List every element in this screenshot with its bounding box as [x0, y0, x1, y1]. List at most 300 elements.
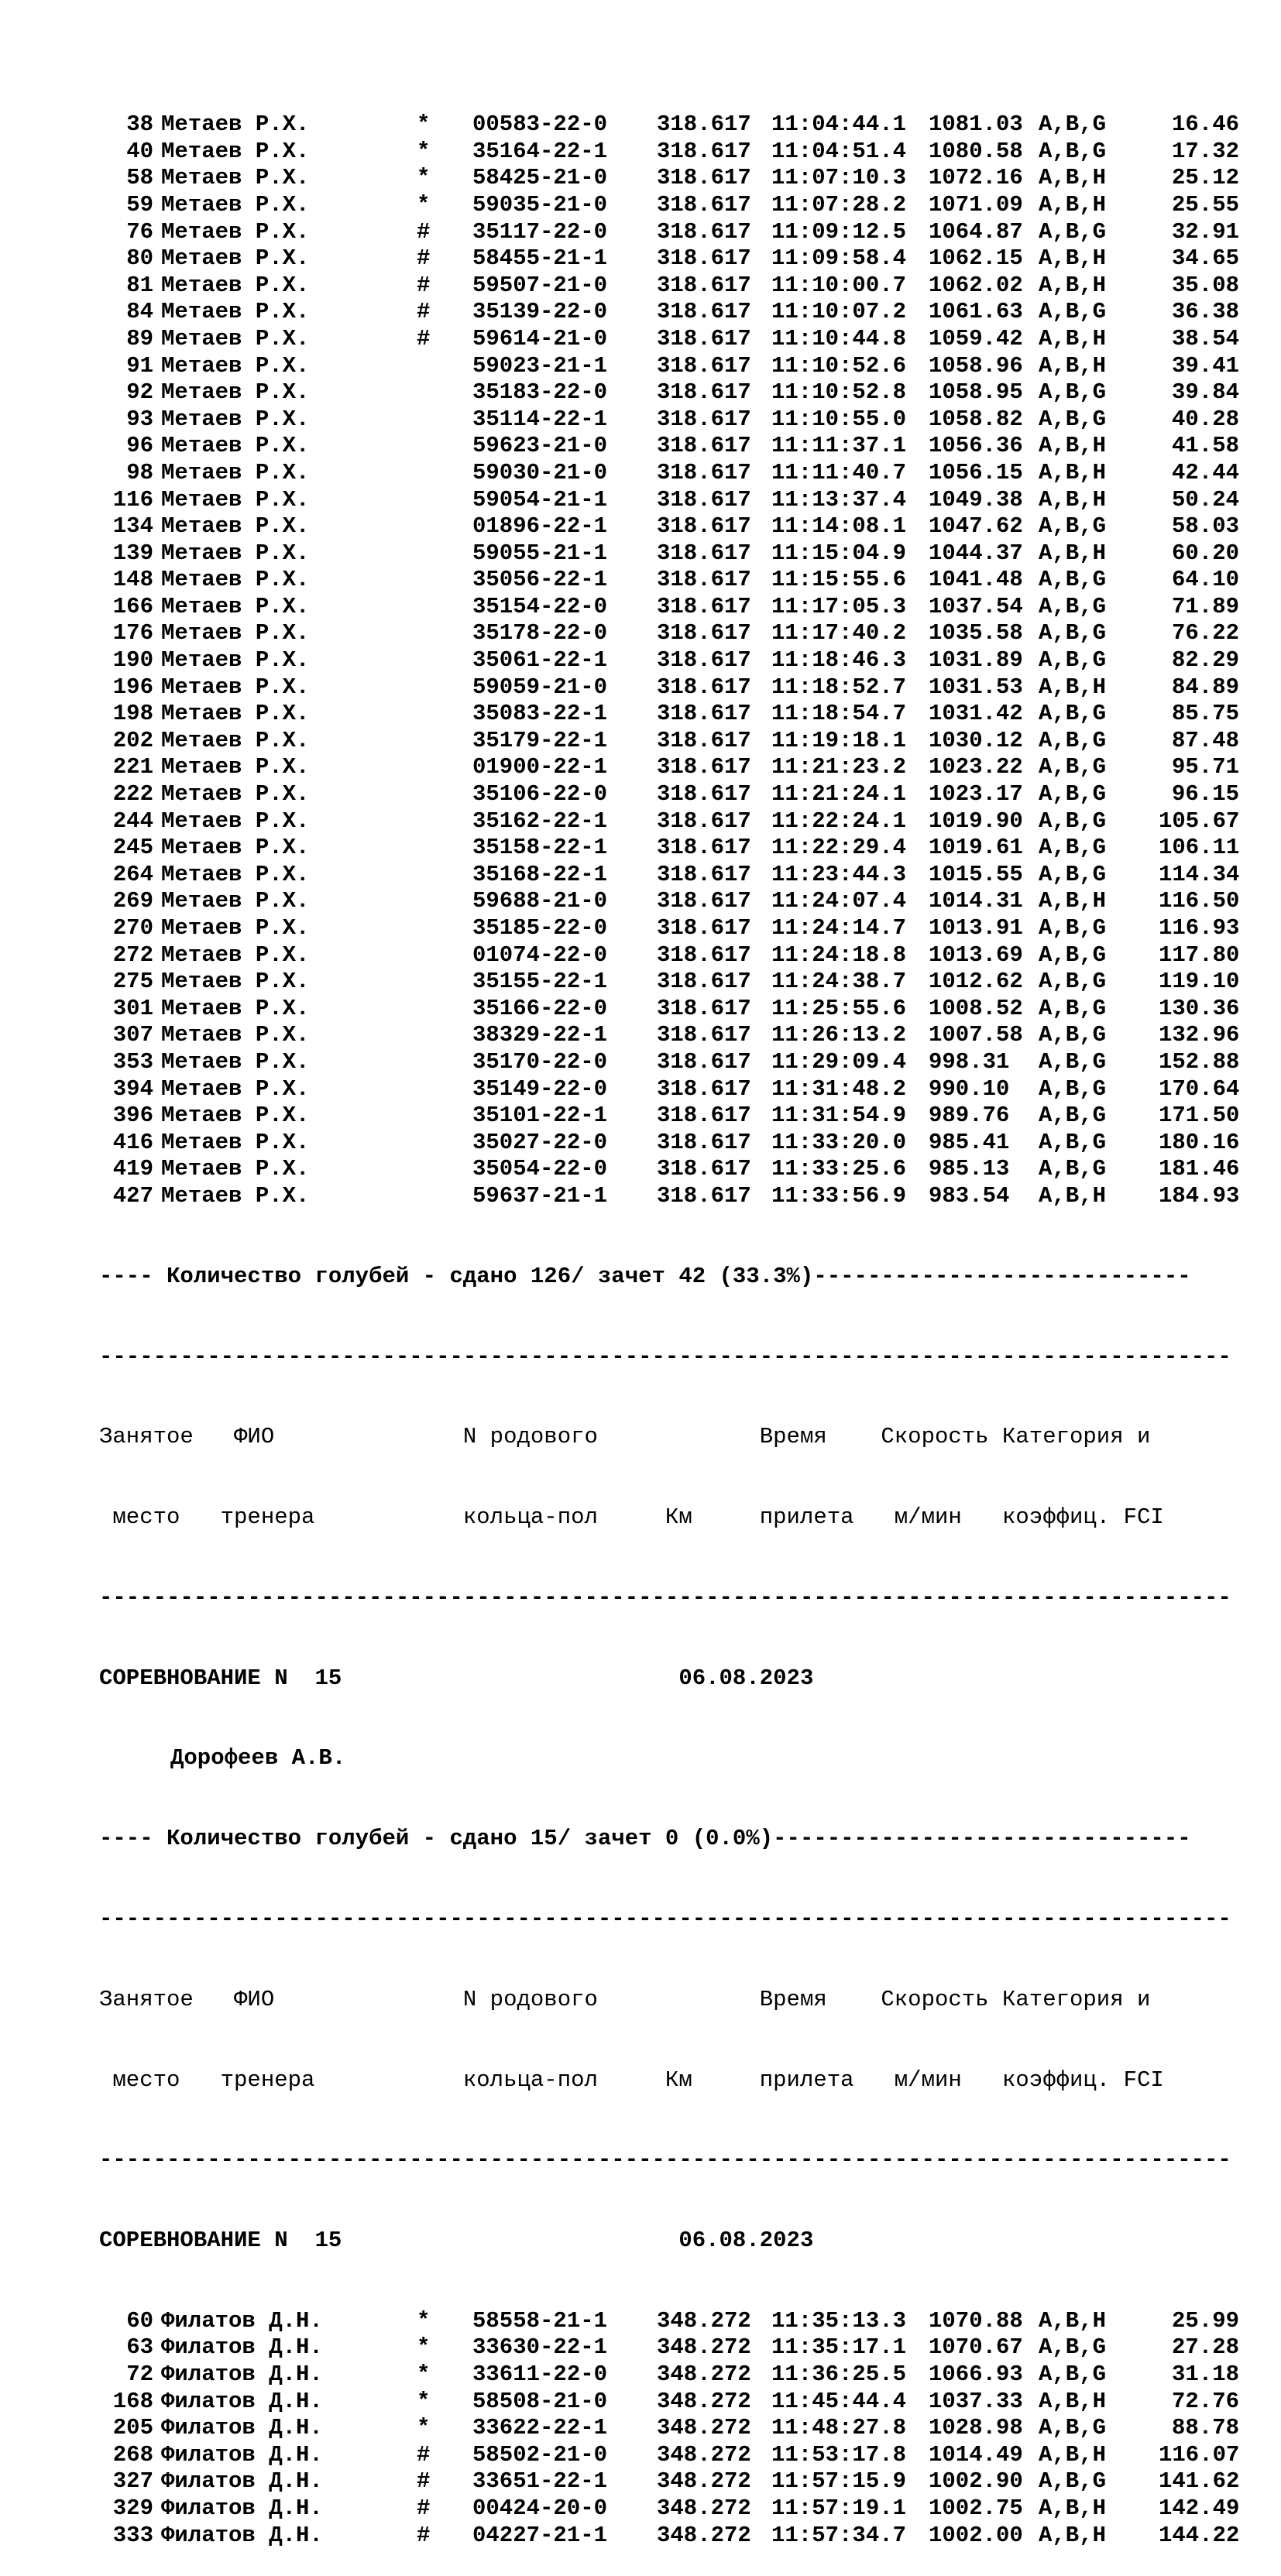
cell-category: A,B,G [1039, 2334, 1107, 2361]
cell-time: 11:57:19.1 [771, 2495, 907, 2522]
cell-place: 327 [112, 2468, 153, 2495]
cell-name: Метаев Р.Х. [161, 781, 310, 808]
cell-speed: 1030.12 [929, 727, 1023, 753]
cell-name: Метаев Р.Х. [161, 352, 310, 379]
cell-category: A,B,G [1039, 111, 1107, 138]
cell-time: 11:04:51.4 [771, 138, 907, 164]
cell-km: 318.617 [657, 1075, 751, 1102]
cell-time: 11:10:44.8 [771, 325, 907, 352]
cell-name: Метаев Р.Х. [161, 433, 310, 459]
cell-name: Филатов Д.Н. [161, 2522, 323, 2548]
cell-speed: 1013.91 [929, 915, 1023, 941]
cell-speed: 1035.58 [929, 620, 1023, 647]
cell-speed: 1008.52 [929, 995, 1023, 1021]
cell-coef: 141.62 [1159, 2468, 1240, 2495]
cell-km: 318.617 [657, 191, 751, 218]
cell-category: A,B,H [1039, 2522, 1107, 2548]
cell-km: 318.617 [657, 165, 751, 191]
cell-ring: 35162-22-1 [472, 808, 608, 834]
cell-coef: 38.54 [1171, 325, 1239, 352]
cell-coef: 116.93 [1159, 915, 1240, 941]
cell-coef: 114.34 [1159, 861, 1240, 887]
table-row [99, 567, 1258, 594]
cell-speed: 1062.15 [929, 245, 1023, 272]
table-row [99, 1076, 1258, 1103]
cell-place: 272 [112, 942, 153, 968]
cell-time: 11:26:13.2 [771, 1022, 907, 1048]
cell-ring: 59055-21-1 [472, 540, 608, 566]
cell-speed: 990.10 [929, 1075, 1010, 1102]
cell-category: A,B,H [1039, 191, 1107, 218]
cell-km: 318.617 [657, 888, 751, 914]
cell-category: A,B,G [1039, 218, 1107, 245]
cell-place: 264 [112, 861, 153, 887]
table-row [99, 674, 1258, 701]
cell-coef: 58.03 [1171, 513, 1239, 540]
cell-place: 245 [112, 835, 153, 861]
cell-time: 11:18:54.7 [771, 701, 907, 727]
cell-ring: 58455-21-1 [472, 245, 608, 272]
cell-km: 348.272 [657, 2495, 751, 2522]
cell-category: A,B,H [1039, 165, 1107, 191]
cell-speed: 985.13 [929, 1156, 1010, 1182]
cell-time: 11:33:56.9 [771, 1182, 907, 1209]
cell-category: A,B,G [1039, 620, 1107, 647]
cell-name: Метаев Р.Х. [161, 245, 310, 272]
cell-category: A,B,H [1039, 674, 1107, 700]
cell-place: 58 [126, 165, 153, 191]
cell-speed: 1002.00 [929, 2522, 1023, 2548]
cell-name: Метаев Р.Х. [161, 969, 310, 995]
cell-category: A,B,G [1039, 754, 1107, 780]
cell-time: 11:19:18.1 [771, 727, 907, 753]
cell-speed: 989.76 [929, 1103, 1010, 1129]
cell-km: 318.617 [657, 567, 751, 593]
cell-category: A,B,G [1039, 1156, 1107, 1182]
cell-speed: 1015.55 [929, 861, 1023, 887]
cell-category: A,B,G [1039, 2415, 1107, 2441]
cell-km: 318.617 [657, 1156, 751, 1182]
cell-speed: 1002.75 [929, 2495, 1023, 2522]
cell-place: 275 [112, 969, 153, 995]
cell-mark: * [417, 111, 431, 138]
cell-time: 11:15:04.9 [771, 540, 907, 566]
block1-summary: ---- Количество голубей - сдано 126/ зачет 42 (33.3%)---------------------------- [99, 1263, 1191, 1289]
cell-name: Метаев Р.Х. [161, 513, 310, 540]
cell-ring: 59688-21-0 [472, 888, 608, 914]
cell-km: 318.617 [657, 861, 751, 887]
table-row [99, 139, 1258, 166]
cell-time: 11:57:34.7 [771, 2522, 907, 2548]
cell-place: 205 [112, 2415, 153, 2441]
table-row [99, 406, 1258, 434]
cell-km: 318.617 [657, 325, 751, 352]
cell-ring: 35027-22-0 [472, 1129, 608, 1155]
cell-category: A,B,G [1039, 567, 1107, 593]
cell-place: 80 [126, 245, 153, 272]
cell-name: Метаев Р.Х. [161, 567, 310, 593]
cell-place: 270 [112, 915, 153, 941]
cell-category: A,B,G [1039, 2362, 1107, 2388]
cell-place: 76 [126, 218, 153, 245]
cell-km: 318.617 [657, 727, 751, 753]
table-row [99, 915, 1258, 942]
cell-speed: 1019.90 [929, 808, 1023, 834]
cell-coef: 95.71 [1171, 754, 1239, 780]
cell-category: A,B,G [1039, 915, 1107, 941]
cell-place: 98 [126, 459, 153, 485]
cell-place: 329 [112, 2495, 153, 2522]
cell-ring: 01074-22-0 [472, 942, 608, 968]
cell-coef: 25.55 [1171, 191, 1239, 218]
cell-speed: 1031.89 [929, 647, 1023, 674]
cell-speed: 1041.48 [929, 567, 1023, 593]
cell-place: 59 [126, 191, 153, 218]
cell-name: Метаев Р.Х. [161, 299, 310, 325]
cell-speed: 1080.58 [929, 138, 1023, 164]
cell-km: 318.617 [657, 701, 751, 727]
cell-time: 11:10:55.0 [771, 406, 907, 432]
table-row [99, 996, 1258, 1023]
cell-km: 318.617 [657, 593, 751, 619]
cell-speed: 1061.63 [929, 299, 1023, 325]
cell-ring: 35155-22-1 [472, 969, 608, 995]
cell-ring: 35117-22-0 [472, 218, 608, 245]
cell-mark: * [417, 2415, 431, 2441]
table-row [99, 540, 1258, 568]
table-row [99, 647, 1258, 674]
cell-name: Метаев Р.Х. [161, 486, 310, 513]
cell-name: Метаев Р.Х. [161, 406, 310, 432]
cell-category: A,B,H [1039, 272, 1107, 298]
cell-place: 333 [112, 2522, 153, 2548]
cell-category: A,B,G [1039, 406, 1107, 432]
cell-coef: 171.50 [1159, 1103, 1240, 1129]
cell-coef: 40.28 [1171, 406, 1239, 432]
section2-title: СОРЕВНОВАНИЕ N 15 06.08.2023 [99, 1665, 814, 1691]
cell-coef: 82.29 [1171, 647, 1239, 674]
cell-speed: 1049.38 [929, 486, 1023, 513]
cell-speed: 1072.16 [929, 165, 1023, 191]
cell-name: Метаев Р.Х. [161, 1022, 310, 1048]
cell-coef: 27.28 [1171, 2334, 1239, 2361]
cell-km: 318.617 [657, 486, 751, 513]
cell-time: 11:57:15.9 [771, 2468, 907, 2495]
cell-km: 318.617 [657, 352, 751, 379]
cell-ring: 35083-22-1 [472, 701, 608, 727]
cell-km: 318.617 [657, 1182, 751, 1209]
cell-name: Филатов Д.Н. [161, 2441, 323, 2468]
cell-mark: * [417, 191, 431, 218]
cell-speed: 1013.69 [929, 942, 1023, 968]
cell-name: Метаев Р.Х. [161, 1048, 310, 1075]
cell-ring: 00424-20-0 [472, 2495, 608, 2522]
cell-coef: 105.67 [1159, 808, 1240, 834]
table-row [99, 2362, 1258, 2389]
cell-coef: 50.24 [1171, 486, 1239, 513]
cell-coef: 17.32 [1171, 138, 1239, 164]
cell-km: 318.617 [657, 218, 751, 245]
cell-time: 11:29:09.4 [771, 1048, 907, 1075]
table-row [99, 1022, 1258, 1049]
cell-name: Филатов Д.Н. [161, 2415, 323, 2441]
cell-coef: 144.22 [1159, 2522, 1240, 2548]
cell-coef: 116.07 [1159, 2441, 1240, 2468]
cell-mark: # [417, 218, 431, 245]
table-row [99, 219, 1258, 246]
cell-ring: 35178-22-0 [472, 620, 608, 647]
cell-place: 307 [112, 1022, 153, 1048]
table-row [99, 299, 1258, 326]
cell-name: Метаев Р.Х. [161, 272, 310, 298]
cell-km: 318.617 [657, 995, 751, 1021]
cell-time: 11:45:44.4 [771, 2388, 907, 2414]
cell-ring: 38329-22-1 [472, 1022, 608, 1048]
cell-ring: 58558-21-1 [472, 2307, 608, 2334]
cell-name: Метаев Р.Х. [161, 165, 310, 191]
cell-place: 416 [112, 1129, 153, 1155]
cell-ring: 59623-21-0 [472, 433, 608, 459]
cell-category: A,B,G [1039, 942, 1107, 968]
cell-km: 318.617 [657, 1129, 751, 1155]
cell-ring: 59059-21-0 [472, 674, 608, 700]
table-row [99, 942, 1258, 969]
divider: ------------------------------------------------------------------------------------ [99, 1905, 1231, 1932]
cell-name: Филатов Д.Н. [161, 2388, 323, 2414]
cell-km: 318.617 [657, 111, 751, 138]
cell-name: Метаев Р.Х. [161, 1156, 310, 1182]
table-row [99, 808, 1258, 835]
cell-category: A,B,G [1039, 138, 1107, 164]
cell-speed: 1002.90 [929, 2468, 1023, 2495]
cell-name: Филатов Д.Н. [161, 2495, 323, 2522]
table-row [99, 1130, 1258, 1157]
cell-time: 11:21:23.2 [771, 754, 907, 780]
cell-km: 348.272 [657, 2388, 751, 2414]
table-row [99, 620, 1258, 647]
cell-name: Метаев Р.Х. [161, 1075, 310, 1102]
cell-time: 11:22:24.1 [771, 808, 907, 834]
table-row [99, 1156, 1258, 1183]
cell-ring: 35054-22-0 [472, 1156, 608, 1182]
cell-speed: 1044.37 [929, 540, 1023, 566]
cell-time: 11:10:52.8 [771, 379, 907, 406]
cell-ring: 35164-22-1 [472, 138, 608, 164]
cell-km: 318.617 [657, 647, 751, 674]
cell-place: 89 [126, 325, 153, 352]
cell-time: 11:35:17.1 [771, 2334, 907, 2361]
cell-speed: 1023.17 [929, 781, 1023, 808]
divider: ------------------------------------------------------------------------------------ [99, 2147, 1231, 2173]
cell-category: A,B,G [1039, 513, 1107, 540]
table-row [99, 433, 1258, 460]
cell-coef: 119.10 [1159, 969, 1240, 995]
table-row [99, 594, 1258, 621]
cell-ring: 59030-21-0 [472, 459, 608, 485]
cell-speed: 1058.82 [929, 406, 1023, 432]
cell-coef: 76.22 [1171, 620, 1239, 647]
cell-place: 134 [112, 513, 153, 540]
cell-category: A,B,G [1039, 2468, 1107, 2495]
cell-coef: 184.93 [1159, 1182, 1240, 1209]
cell-speed: 1031.42 [929, 701, 1023, 727]
cell-category: A,B,G [1039, 727, 1107, 753]
cell-time: 11:25:55.6 [771, 995, 907, 1021]
cell-name: Метаев Р.Х. [161, 727, 310, 753]
cell-time: 11:10:07.2 [771, 299, 907, 325]
cell-km: 348.272 [657, 2362, 751, 2388]
table-row [99, 754, 1258, 781]
cell-coef: 117.80 [1159, 942, 1240, 968]
cell-category: A,B,H [1039, 2307, 1107, 2334]
cell-name: Метаев Р.Х. [161, 111, 310, 138]
cell-place: 196 [112, 674, 153, 700]
cell-category: A,B,G [1039, 379, 1107, 406]
cell-name: Филатов Д.Н. [161, 2468, 323, 2495]
cell-coef: 64.10 [1171, 567, 1239, 593]
cell-place: 244 [112, 808, 153, 834]
cell-category: A,B,H [1039, 245, 1107, 272]
cell-mark: * [417, 2388, 431, 2414]
cell-category: A,B,H [1039, 888, 1107, 914]
cell-km: 348.272 [657, 2441, 751, 2468]
cell-category: A,B,G [1039, 1022, 1107, 1048]
results-page [99, 58, 1258, 2576]
cell-km: 318.617 [657, 513, 751, 540]
cell-ring: 33630-22-1 [472, 2334, 608, 2361]
section2-summary: ---- Количество голубей - сдано 15/ зачет 0 (0.0%)------------------------------- [99, 1826, 1191, 1852]
table-row [99, 245, 1258, 273]
cell-coef: 35.08 [1171, 272, 1239, 298]
cell-coef: 88.78 [1171, 2415, 1239, 2441]
cell-time: 11:13:37.4 [771, 486, 907, 513]
cell-km: 318.617 [657, 754, 751, 780]
cell-place: 93 [126, 406, 153, 432]
cell-coef: 16.46 [1171, 111, 1239, 138]
cell-place: 40 [126, 138, 153, 164]
cell-time: 11:33:25.6 [771, 1156, 907, 1182]
table-row [99, 326, 1258, 353]
cell-km: 318.617 [657, 620, 751, 647]
table-row [99, 1183, 1258, 1210]
cell-place: 166 [112, 593, 153, 619]
cell-mark: # [417, 272, 431, 298]
cell-coef: 180.16 [1159, 1129, 1240, 1155]
table-row [99, 165, 1258, 192]
table-row [99, 2389, 1258, 2416]
table-row [99, 273, 1258, 300]
table-row [99, 969, 1258, 996]
cell-km: 318.617 [657, 138, 751, 164]
cell-place: 168 [112, 2388, 153, 2414]
table-row [99, 379, 1258, 406]
cell-time: 11:31:54.9 [771, 1103, 907, 1129]
cell-name: Метаев Р.Х. [161, 191, 310, 218]
cell-category: A,B,G [1039, 1103, 1107, 1129]
cell-place: 92 [126, 379, 153, 406]
cell-time: 11:04:44.1 [771, 111, 907, 138]
cell-ring: 58508-21-0 [472, 2388, 608, 2414]
cell-coef: 84.89 [1171, 674, 1239, 700]
cell-time: 11:48:27.8 [771, 2415, 907, 2441]
cell-name: Метаев Р.Х. [161, 1129, 310, 1155]
cell-time: 11:09:12.5 [771, 218, 907, 245]
cell-name: Метаев Р.Х. [161, 1103, 310, 1129]
cell-speed: 1007.58 [929, 1022, 1023, 1048]
cell-speed: 1062.02 [929, 272, 1023, 298]
cell-coef: 72.76 [1171, 2388, 1239, 2414]
cell-km: 318.617 [657, 433, 751, 459]
cell-km: 318.617 [657, 1103, 751, 1129]
table-row [99, 2308, 1258, 2335]
cell-mark: # [417, 325, 431, 352]
cell-category: A,B,H [1039, 486, 1107, 513]
cell-km: 318.617 [657, 272, 751, 298]
cell-speed: 1058.96 [929, 352, 1023, 379]
cell-name: Метаев Р.Х. [161, 835, 310, 861]
cell-speed: 1056.36 [929, 433, 1023, 459]
cell-time: 11:31:48.2 [771, 1075, 907, 1102]
cell-speed: 1070.67 [929, 2334, 1023, 2361]
cell-mark: # [417, 2468, 431, 2495]
cell-time: 11:15:55.6 [771, 567, 907, 593]
cell-category: A,B,H [1039, 433, 1107, 459]
cell-place: 116 [112, 486, 153, 513]
table-row [99, 2523, 1258, 2550]
cell-speed: 1019.61 [929, 835, 1023, 861]
table-row [99, 862, 1258, 889]
cell-place: 84 [126, 299, 153, 325]
cell-speed: 985.41 [929, 1129, 1010, 1155]
cell-ring: 35185-22-0 [472, 915, 608, 941]
cell-km: 348.272 [657, 2307, 751, 2334]
cell-speed: 1071.09 [929, 191, 1023, 218]
divider: ------------------------------------------------------------------------------------ [99, 1343, 1231, 1370]
cell-coef: 71.89 [1171, 593, 1239, 619]
cell-mark: # [417, 2441, 431, 2468]
cell-category: A,B,G [1039, 995, 1107, 1021]
cell-name: Метаев Р.Х. [161, 808, 310, 834]
cell-time: 11:17:05.3 [771, 593, 907, 619]
cell-time: 11:07:10.3 [771, 165, 907, 191]
cell-time: 11:18:46.3 [771, 647, 907, 674]
table-row [99, 111, 1258, 139]
cell-time: 11:14:08.1 [771, 513, 907, 540]
cell-km: 318.617 [657, 915, 751, 941]
table-row [99, 2442, 1258, 2469]
cell-category: A,B,H [1039, 459, 1107, 485]
cell-coef: 25.99 [1171, 2307, 1239, 2334]
cell-time: 11:33:20.0 [771, 1129, 907, 1155]
cell-time: 11:21:24.1 [771, 781, 907, 808]
cell-km: 318.617 [657, 942, 751, 968]
table-row [99, 728, 1258, 755]
cell-mark: * [417, 2334, 431, 2361]
cell-coef: 170.64 [1159, 1075, 1240, 1102]
cell-km: 318.617 [657, 459, 751, 485]
cell-place: 96 [126, 433, 153, 459]
cell-category: A,B,H [1039, 2388, 1107, 2414]
cell-place: 139 [112, 540, 153, 566]
cell-speed: 1066.93 [929, 2362, 1023, 2388]
cell-name: Метаев Р.Х. [161, 593, 310, 619]
cell-place: 72 [126, 2362, 153, 2388]
cell-category: A,B,G [1039, 861, 1107, 887]
table-row [99, 2468, 1258, 2495]
cell-ring: 35149-22-0 [472, 1075, 608, 1102]
cell-category: A,B,G [1039, 781, 1107, 808]
table-row [99, 701, 1258, 728]
